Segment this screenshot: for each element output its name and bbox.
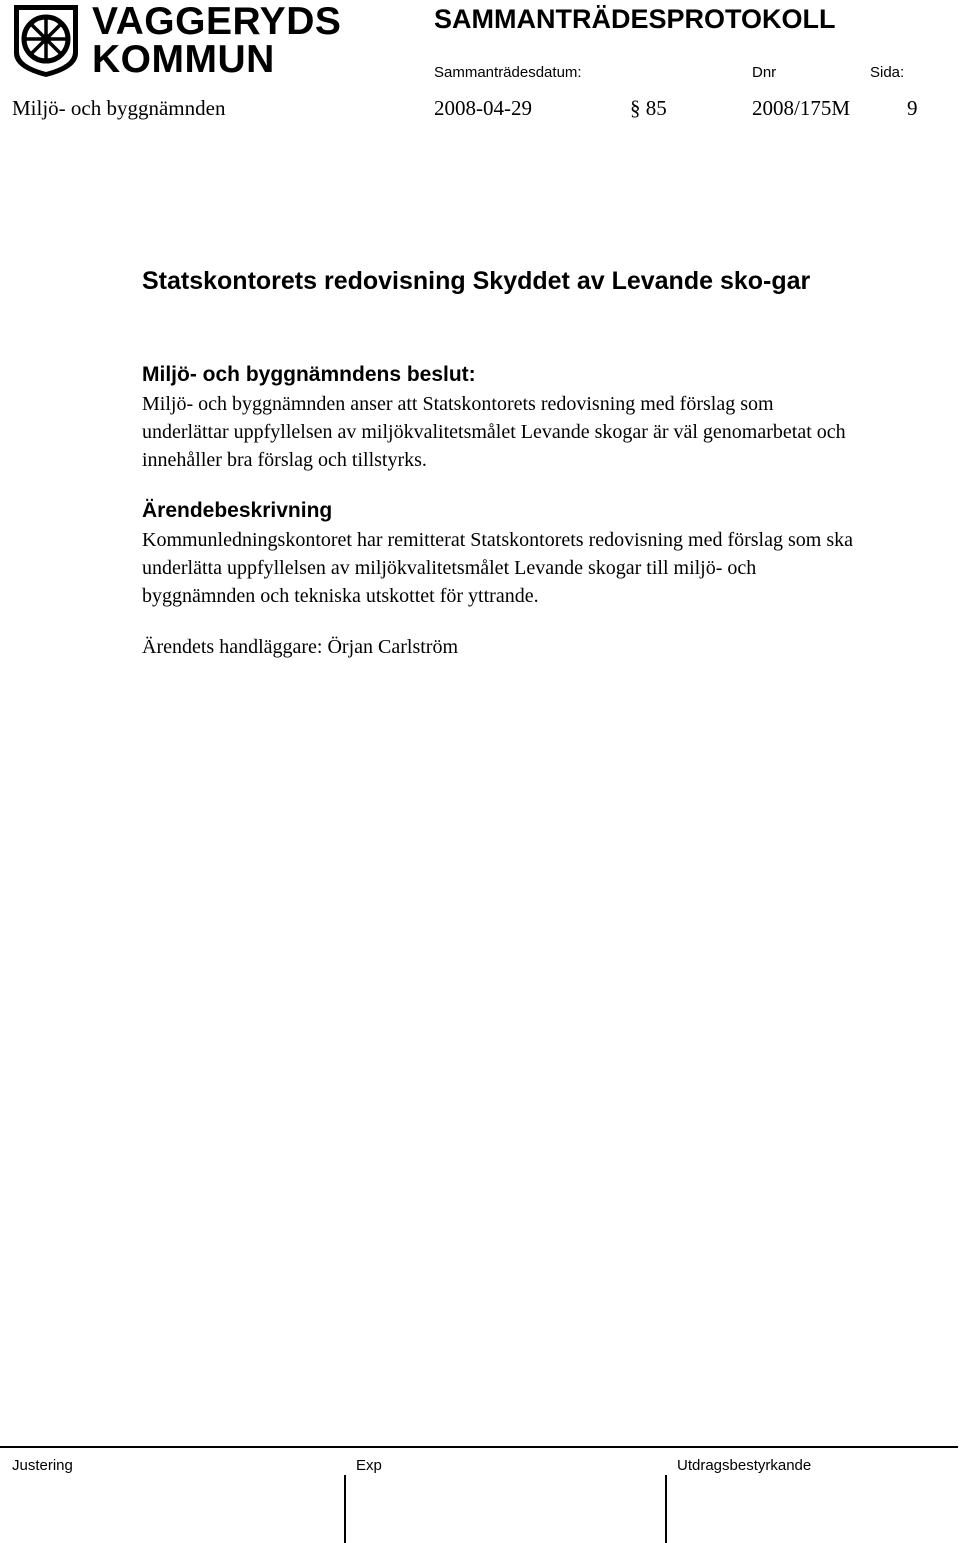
page-number: 9 xyxy=(907,96,918,120)
footer-separator xyxy=(665,1475,667,1543)
footer-justering-label: Justering xyxy=(12,1457,73,1474)
decision-heading: Miljö- och byggnämndens beslut: xyxy=(142,363,476,386)
page-label: Sida: xyxy=(870,64,905,81)
case-handler: Ärendets handläggare: Örjan Carlström xyxy=(142,636,459,658)
decision-text: Miljö- och byggnämnden anser att Statskontorets redovisning med förslag som underlättar uppfyllelsen av miljökvalitetsmålet Levande skogar är väl genomarbetat och innehåller bra förslag och tillstyrks. xyxy=(142,393,846,471)
committee-name: Miljö- och byggnämnden xyxy=(12,96,226,120)
meeting-date-value: 2008-04-29 xyxy=(434,96,532,120)
logo-text-line2: KOMMUN xyxy=(92,38,275,81)
paragraph-number: § 85 xyxy=(630,96,667,120)
dnr-value: 2008/175M xyxy=(752,96,851,120)
description-text: Kommunledningskontoret har remitterat Statskontorets redovisning med förslag som ska underlätta uppfyllelsen av miljökvalitetsmålet Levande skogar till miljö- och byggnämnden och tekniska utskottet för yttrande. xyxy=(142,529,853,607)
footer-exp-label: Exp xyxy=(356,1457,382,1474)
logo-text-line1: VAGGERYDS xyxy=(92,0,342,43)
footer-separator xyxy=(344,1475,346,1543)
dnr-label: Dnr xyxy=(752,64,777,81)
footer-utdragsbestyrkande-label: Utdragsbestyrkande xyxy=(677,1457,812,1474)
meeting-date-label: Sammanträdesdatum: xyxy=(434,64,582,81)
document-type: SAMMANTRÄDESPROTOKOLL xyxy=(434,4,836,34)
page-title: Statskontorets redovisning Skyddet av Levande sko-gar xyxy=(142,267,811,295)
description-heading: Ärendebeskrivning xyxy=(142,499,333,522)
footer-divider xyxy=(0,1446,958,1448)
municipality-emblem-icon xyxy=(10,3,82,79)
